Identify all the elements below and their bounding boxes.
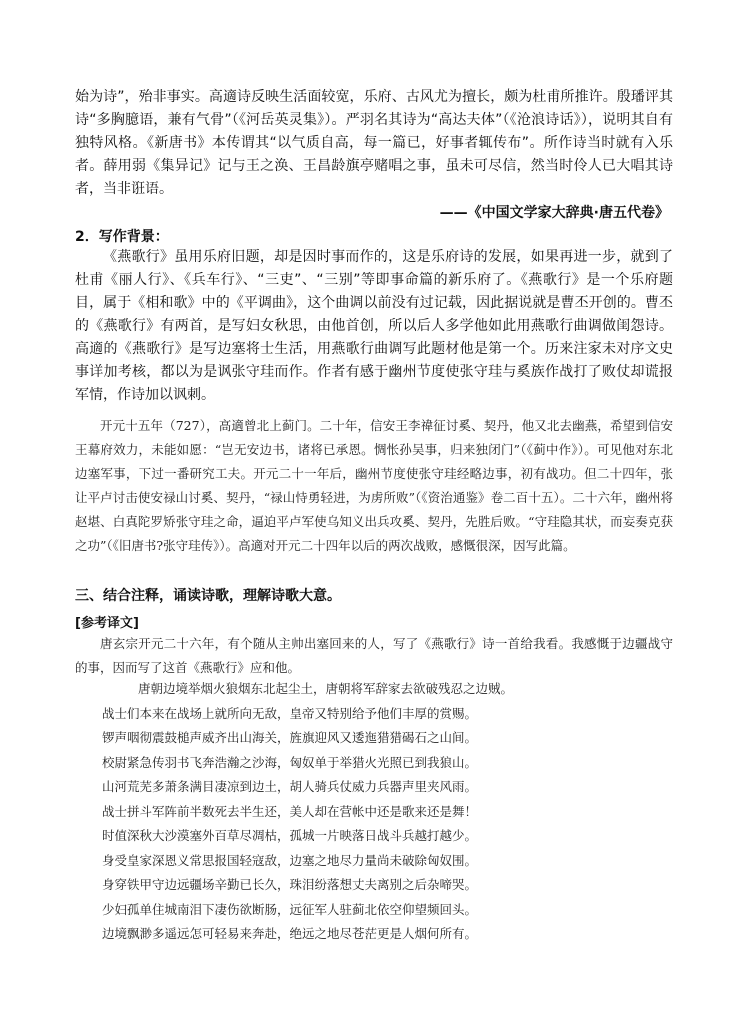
poem-line: 战士们本来在战场上就所向无敌，皇帝又特别给予他们丰厚的赏赐。 [102,705,478,721]
poem-line: 唐朝边境举烟火狼烟东北起尘土，唐朝将军辞家去欲破残忍之边贼。 [138,681,514,696]
history-paragraph: 开元十五年（727），高適曾北上蓟门。二十年，信安王李禕征讨奚、契丹，他又北去幽燕，希望到信安王幕府效力，未能如愿：“岂无安边书，诸将已承恩。惆怅孙吴事，归来独闭门”（《蓟中作》）。可见他对东北边塞军事，下过一番研究工夫。开元二十一年后，幽州节度使张守珪经略边事，初有战功。但二十四年，张让平卢讨击使安禄山讨奚、契丹，“禄山恃勇轻进，为虏所败”（《资治通鉴》卷二百十五）。二十六年，幽州将赵堪、白真陀罗矫张守珪之命，逼迫平卢军使乌知义出兵攻奚、契丹，先胜后败。“守珪隐其状，而妄奏克获之功”（《旧唐书?张守珪传》）。高適对开元二十四年以后的两次战败，感慨很深，因写此篇。 [75,418,673,553]
translation-intro: 唐玄宗开元二十六年，有个随从主帅出塞回来的人，写了《燕歌行》诗一首给我看。我感慨于边疆战守的事，因而写了这首《燕歌行》应和他。 [75,636,673,675]
poem-line: 身受皇家深恩义常思报国轻寇敌，边塞之地尽力量尚未破除匈奴围。 [102,852,478,868]
section3-heading: 三、结合注释，诵读诗歌，理解诗歌大意。 [75,588,341,604]
background-paragraph: 《燕歌行》虽用乐府旧题，却是因时事而作的，这是乐府诗的发展，如果再进一步，就到了杜甫《丽人行》、《兵车行》、“三吏”、“三别”等即事命篇的新乐府了。《燕歌行》是一个乐府题目，属于《相和歌》中的《平调曲》，这个曲调以前没有过记载，因此据说就是曹丕开创的。曹丕的《燕歌行》有两首，是写妇女秋思，由他首创，所以后人多学他如此用燕歌行曲调做闺怨诗。高適的《燕歌行》是写边塞将士生活，用燕歌行曲调写此题材他是第一个。历来注家未对序文史事详加考核，都以为是讽张守珪而作。作者有感于幽州节度使张守珪与奚族作战打了败仗却谎报军情，作诗加以讽刺。 [75,249,673,403]
citation-source: ——《中国文学家大辞典·唐五代卷》 [439,205,669,221]
translated-poem [102,677,682,947]
poem-line: 山河荒芜多萧条满目凄凉到边土，胡人骑兵仗威力兵器声里夹风雨。 [102,779,478,794]
section2-heading: 2．写作背景： [75,229,169,245]
poem-line: 校尉紧急传羽书飞奔浩瀚之沙海，匈奴单于举猎火光照已到我狼山。 [102,754,478,770]
poem-line: 锣声咽彻震鼓槌声威齐出山海关，旌旗迎风又逶迤猎猎碣石之山间。 [102,730,478,745]
poem-line: 时值深秋大沙漠塞外百草尽凋枯，孤城一片映落日战斗兵越打越少。 [102,828,478,843]
poem-line: 少妇孤单住城南泪下凄伤欲断肠，远征军人驻蓟北依空仰望频回头。 [102,901,478,917]
intro-paragraph: 始为诗”，殆非事实。高適诗反映生活面较宽，乐府、古风尤为擅长，颇为杜甫所推许。殷璠评其诗“多胸臆语，兼有气骨”（《河岳英灵集》）。严羽名其诗为“高达夫体”（《沧浪诗话》），说明其自有独特风格。《新唐书》本传谓其“以气质自高，每一篇已，好事者辄传布”。所作诗当时就有入乐者。薛用弱《集异记》记与王之涣、王昌龄旗亭赌唱之事，虽未可尽信，然当时伶人已大唱其诗者，当非诳语。 [75,89,673,197]
poem-line: 战士拼斗军阵前半数死去半生还，美人却在营帐中还是歌来还是舞！ [102,803,478,819]
poem-line: 身穿铁甲守边远疆场辛勤已长久，珠泪纷落想丈夫离别之后杂啼哭。 [102,877,478,892]
poem-line: 边境飘渺多遥远怎可轻易来奔赴，绝远之地尽苍茫更是人烟何所有。 [102,926,478,941]
translation-label: [参考译文] [75,616,139,631]
